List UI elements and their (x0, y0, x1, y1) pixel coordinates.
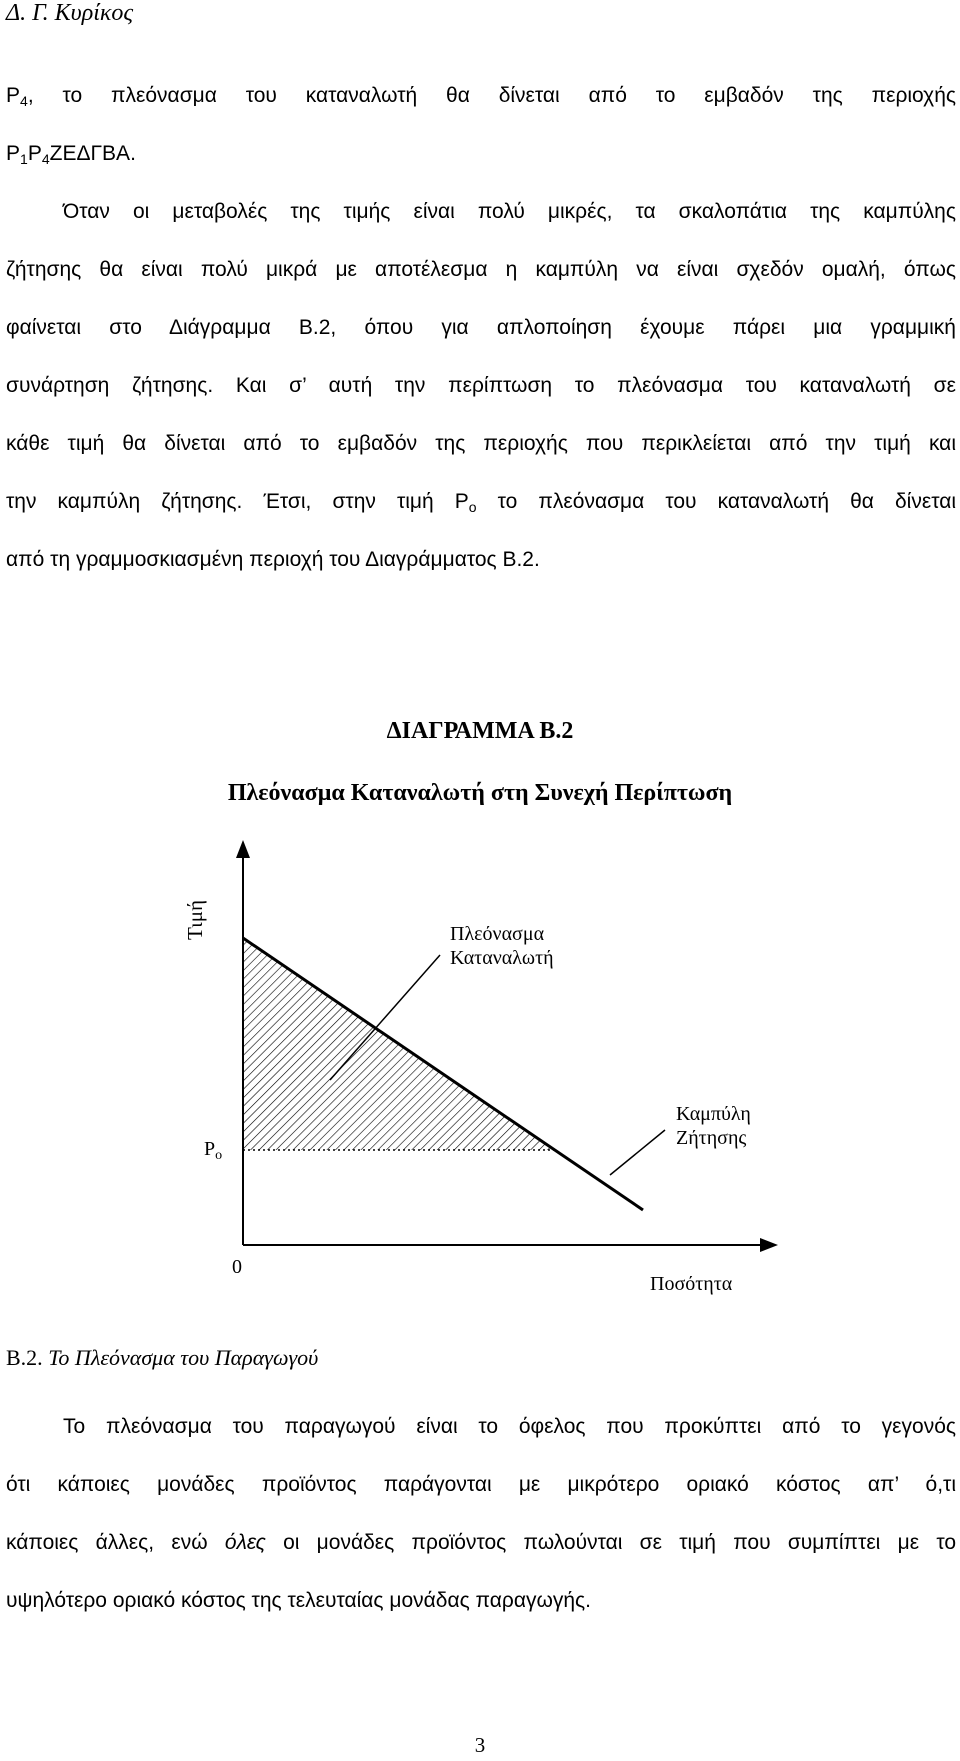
x-axis-label: Ποσότητα (650, 1273, 733, 1295)
diagram-label: ΔΙΑΓΡΑΜΜΑ Β.2 (386, 718, 574, 744)
page-number: 3 (474, 1733, 486, 1757)
paragraph-line: συνάρτηση ζήτησης. Και σ’ αυτή την περίπτωση το πλεόνασμα του καταναλωτή σε (6, 374, 956, 397)
paragraph-line: υψηλότερο οριακό κόστος της τελευταίας μονάδας παραγωγής. (6, 1589, 592, 1612)
paragraph-3 (6, 1398, 956, 1630)
y-axis-arrow (236, 840, 250, 858)
price-label-po: $P_o$ (204, 1138, 223, 1163)
running-head: Δ. Γ. Κυρίκος (6, 0, 134, 26)
section-heading: Β.2. Το Πλεόνασμα του Παραγωγού (6, 1345, 319, 1370)
paragraph-line: Όταν οι μεταβολές της τιμής είναι πολύ μικρές, τα σκαλοπάτια της καμπύλης (63, 200, 956, 223)
paragraph-line: κάποιες άλλες, ενώ όλες οι μονάδες προϊόντος πωλούνται σε τιμή που συμπίπτει με το (6, 1531, 956, 1554)
paragraph-line: από τη γραμμοσκιασμένη περιοχή του Διαγράμματος Β.2. (6, 548, 540, 571)
curve-pointer (610, 1130, 665, 1175)
demand-curve-label: Καμπύλη Ζήτησης (676, 1103, 751, 1149)
surplus-label: Πλεόνασμα Καταναλωτή (450, 923, 554, 969)
paragraph-line: κάθε τιμή θα δίνεται από το εμβαδόν της περιοχής που περικλείεται από την τιμή και (6, 432, 956, 455)
y-axis-label: Τιμή (183, 900, 207, 940)
paragraph-line: $P_1P_4ZE\Delta\Gamma BA$. (6, 142, 136, 167)
origin-label: 0 (232, 1256, 242, 1278)
paragraph-line: ζήτησης θα είναι πολύ μικρά με αποτέλεσμα η καμπύλη να είναι σχεδόν ομαλή, όπως (6, 258, 956, 281)
paragraph-line: Το πλεόνασμα του παραγωγού είναι το όφελος που προκύπτει από το γεγονός (63, 1415, 956, 1438)
paragraph-line: ότι κάποιες μονάδες προϊόντος παράγονται με μικρότερο οριακό κόστος απ’ ό,τι (6, 1473, 956, 1496)
paragraph-line: $P_4$, το πλεόνασμα του καταναλωτή θα δίνεται από το εμβαδόν της περιοχής (6, 84, 956, 109)
paragraph-line: φαίνεται στο Διάγραμμα Β.2, όπου για απλοποίηση έχουμε πάρει μια γραμμική (6, 316, 956, 339)
diagram-title: Πλεόνασμα Καταναλωτή στη Συνεχή Περίπτωση (227, 780, 733, 806)
paragraph-line: την καμπύλη ζήτησης. Έτσι, στην τιμή $P_o$ το πλεόνασμα του καταναλωτή θα δίνεται (6, 490, 957, 515)
x-axis-arrow (760, 1238, 778, 1252)
